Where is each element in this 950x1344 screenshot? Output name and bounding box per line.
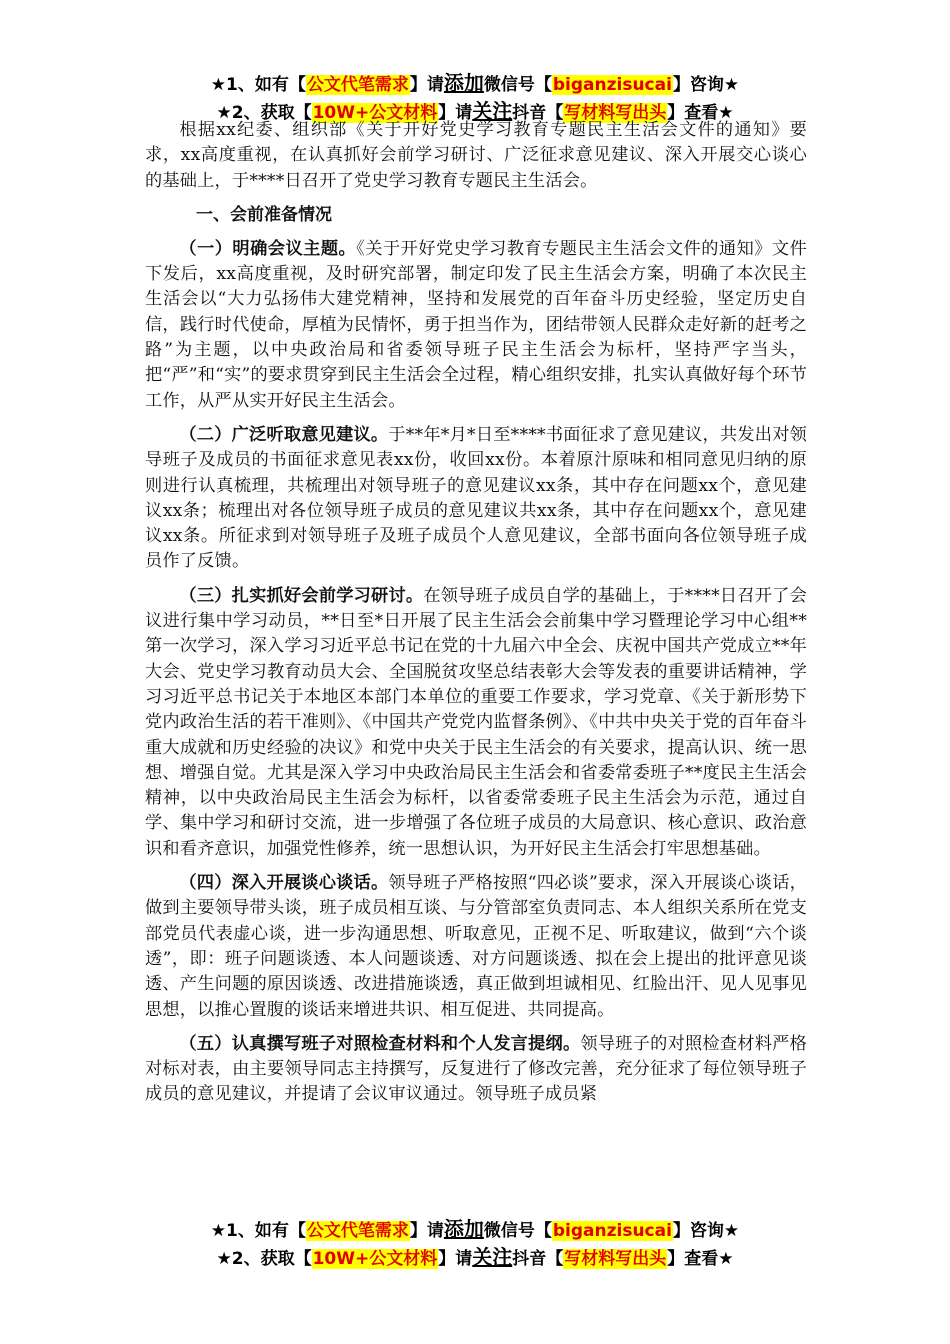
- promo-underlined: 关注: [472, 99, 513, 123]
- promo-text: 抖音【: [512, 103, 564, 123]
- promo-line-2: [0, 1244, 950, 1272]
- promo-text: 】查看★: [667, 103, 734, 123]
- promo-highlight: 公文代笔需求: [306, 1221, 409, 1241]
- item-body: 于**年*月*日至****书面征求了意见建议，共发出对领导班子及成员的书面征求意见表xx份，收回xx份。本着原汁原味和相同意见归纳的原则进行认真梳理，共梳理出对领导班子的意见建议xx条，其中存在问题xx个，意见建议xx条；梳理出对各位领导班子成员的意见建议共xx条，其中存在问题xx个，意见建议xx条。所征求到对领导班子及班子成员个人意见建议，全部书面向各位领导班子成员作了反馈。: [145, 424, 807, 572]
- item-lead: （三）扎实抓好会前学习研讨。: [179, 585, 424, 606]
- item-lead: （五）认真撰写班子对照检查材料和个人发言提纲。: [179, 1033, 581, 1054]
- item-lead: （四）深入开展谈心谈话。: [179, 873, 389, 894]
- item-lead: （一）明确会议主题。: [179, 238, 357, 259]
- promo-text: 】咨询★: [672, 1221, 740, 1241]
- item-body: 领导班子的对照检查材料严格对标对表，由主要领导同志主持撰写，反复进行了修改完善，充分征求了每位领导班子成员的意见建议，并提请了会议审议通过。领导班子成员紧: [145, 1033, 807, 1105]
- promo-text: 抖音【: [512, 1249, 564, 1269]
- promo-line-1: [0, 70, 950, 98]
- promo-text: 】请: [438, 103, 473, 123]
- item-body: 领导班子严格按照“四必谈”要求，深入开展谈心谈话，做到主要领导带头谈，班子成员相互谈、与分管部室负责同志、本人组织关系所在党支部党员代表虚心谈，进一步沟通思想、听取意见，正视不足、听取建议，做到“六个谈透”，即：班子问题谈透、本人问题谈透、对方问题谈透、拟在会上提出的批评意见谈透、产生问题的原因谈透、改进措施谈透，真正做到坦诚相见、红脸出汗、见人见事见思想，以推心置腹的谈话来增进共识、相互促进、共同提高。: [145, 873, 807, 1020]
- item-lead: （二）广泛听取意见建议。: [179, 424, 389, 445]
- promo-highlight: biganzisucai: [552, 1221, 672, 1241]
- promo-underlined: 关注: [472, 1245, 513, 1269]
- promo-highlight: 公文代笔需求: [306, 75, 409, 95]
- promo-text: ★2、获取【: [216, 1249, 312, 1269]
- promo-highlight: 10W+公文材料: [312, 103, 438, 123]
- promo-text: 微信号【: [483, 1221, 552, 1241]
- promo-highlight: 10W+公文材料: [312, 1249, 438, 1269]
- item-paragraph: [145, 423, 807, 575]
- promo-highlight: biganzisucai: [552, 75, 672, 95]
- promo-underlined: 添加: [443, 1217, 484, 1241]
- item-paragraph: [145, 584, 807, 862]
- promo-text: ★1、如有【: [210, 1221, 306, 1241]
- promo-underlined: 添加: [443, 71, 484, 95]
- intro-paragraph: 根据xx纪委、组织部《关于开好党史学习教育专题民主生活会文件的通知》要求，xx高度重视，在认真抓好会前学习研讨、广泛征求意见建议、深入开展交心谈心的基础上，于****日召开了党史学习教育专题民主生活会。: [145, 120, 807, 191]
- item-paragraph: [145, 871, 807, 1023]
- promo-text: 】请: [409, 1221, 444, 1241]
- promo-banner-bottom: [0, 1216, 950, 1272]
- promo-text: 微信号【: [483, 75, 552, 95]
- document-body: [145, 118, 807, 1213]
- promo-text: 】咨询★: [672, 75, 740, 95]
- item-body: 《关于开好党史学习教育专题民主生活会文件的通知》文件下发后，xx高度重视，及时研究部署，制定印发了民主生活会方案，明确了本次民主生活会以“大力弘扬伟大建党精神，坚持和发展党的百年奋斗历史经验，坚定历史自信，践行时代使命，厚植为民情怀，勇于担当作为，团结带领人民群众走好新的赶考之路”为主题，以中央政治局和省委领导班子民主生活会为标杆，坚持严字当头，把“严”和“实”的要求贯穿到民主生活会全过程，精心组织安排，扎实认真做好每个环节工作，从严从实开好民主生活会。: [145, 238, 807, 411]
- promo-text: 】请: [438, 1249, 473, 1269]
- item-body: 在领导班子成员自学的基础上，于****日召开了会议进行集中学习动员，**日至*日开展了民主生活会会前集中学习暨理论学习中心组**第一次学习，深入学习习近平总书记在党的十九届六中全会、庆祝中国共产党成立**年大会、党史学习教育动员大会、全国脱贫攻坚总结表彰大会等发表的重要讲话精神，学习习近平总书记关于本地区本部门本单位的重要工作要求，学习党章、《关于新形势下党内政治生活的若干准则》、《中国共产党党内监督条例》、《中共中央关于党的百年奋斗重大成就和历史经验的决议》和党中央关于民主生活会的有关要求，提高认识、统一思想、增强自觉。尤其是深入学习中央政治局民主生活会和省委常委班子**度民主生活会精神，以中央政治局民主生活会为标杆，以省委常委班子民主生活会为示范，通过自学、集中学习和研讨交流，进一步增强了各位班子成员的大局意识、核心意识、政治意识和看齐意识，加强党性修养，统一思想认识，为开好民主生活会打牢思想基础。: [145, 585, 807, 859]
- promo-highlight: 写材料写出头: [564, 103, 667, 123]
- item-paragraph: [145, 1032, 807, 1108]
- promo-text: 】请: [409, 75, 444, 95]
- promo-text: ★1、如有【: [210, 75, 306, 95]
- promo-line-1: [0, 1216, 950, 1244]
- item-paragraph: [145, 237, 807, 414]
- section-heading: 一、会前准备情况: [196, 204, 332, 225]
- promo-text: 】查看★: [667, 1249, 734, 1269]
- promo-highlight: 写材料写出头: [564, 1249, 667, 1269]
- promo-text: ★2、获取【: [216, 103, 312, 123]
